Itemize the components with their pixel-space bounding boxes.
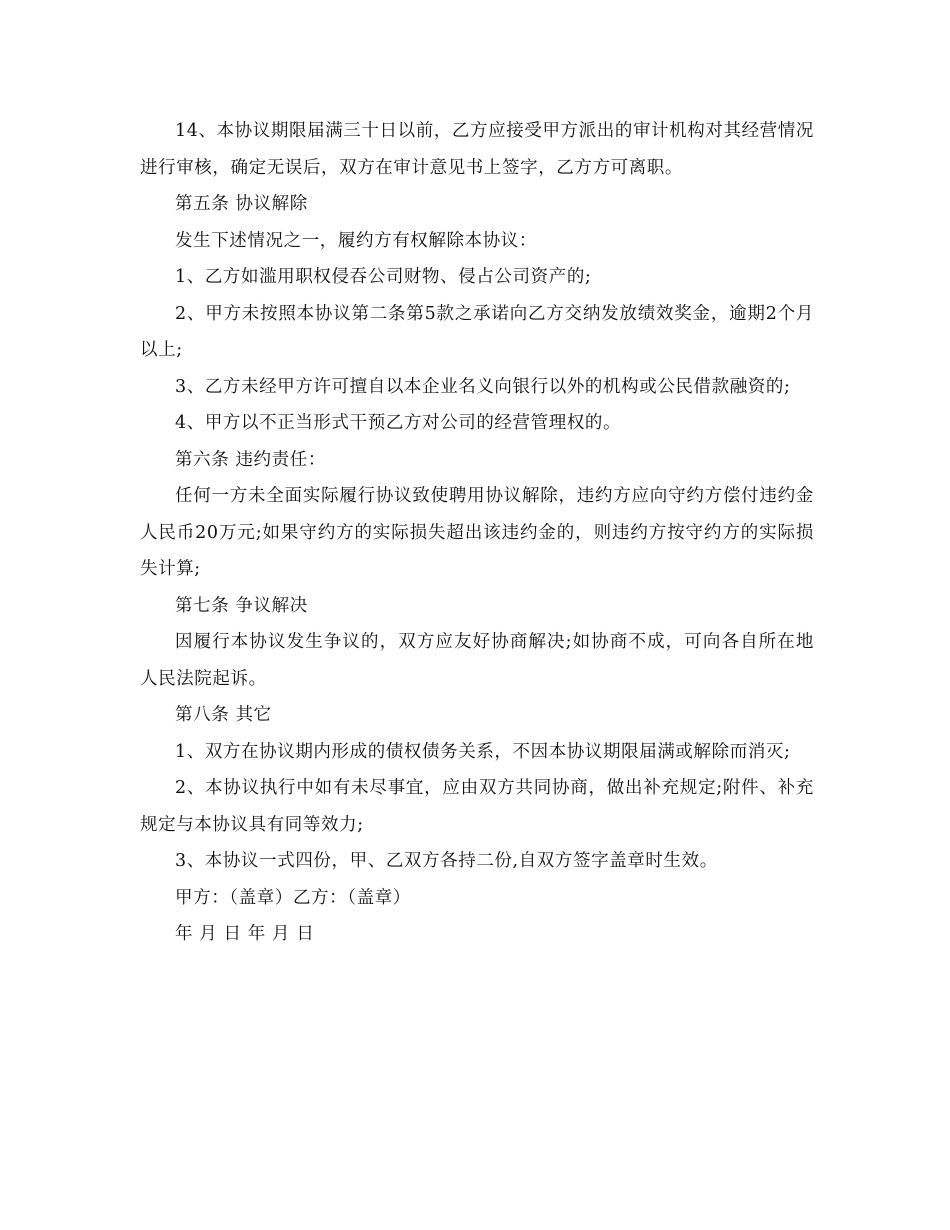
article-8-heading: 第八条 其它 (175, 705, 272, 725)
termination-item-3: 3、乙方未经甲方许可擅自以本企业名义向银行以外的机构或公民借款融资的; (175, 376, 791, 397)
termination-intro: 发生下述情况之一，履约方有权解除本协议： (175, 230, 537, 251)
other-item-1: 1、双方在协议期内形成的债权债务关系，不因本协议期限届满或解除而消灭; (175, 741, 791, 762)
document-body (140, 113, 814, 953)
breach-liability-text: 任何一方未全面实际履行协议致使聘用协议解除，违约方应向守约方偿付违约金人民币20万元;如果守约方的实际损失超出该违约金的，则违约方按守约方的实际损失计算; (140, 486, 814, 579)
termination-item-2: 2、甲方未按照本协议第二条第5款之承诺向乙方交纳发放绩效奖金，逾期2个月以上; (140, 303, 814, 360)
signature-parties-line: 甲方：（盖章）乙方：（盖章） (175, 887, 411, 908)
other-item-3: 3、本协议一式四份，甲、乙双方各持二份,自双方签字盖章时生效。 (175, 851, 718, 871)
other-item-2: 2、本协议执行中如有未尽事宜，应由双方共同协商，做出补充规定;附件、补充规定与本协议具有同等效力; (140, 778, 814, 835)
termination-item-1: 1、乙方如滥用职权侵吞公司财物、侵占公司资产的; (175, 267, 592, 287)
article-6-heading: 第六条 违约责任： (175, 449, 326, 470)
article-7-heading: 第七条 争议解决 (175, 595, 308, 616)
termination-item-4: 4、甲方以不正当形式干预乙方对公司的经营管理权的。 (175, 413, 622, 433)
signature-date-line: 年 月 日 年 月 日 (175, 924, 315, 944)
dispute-resolution-text: 因履行本协议发生争议的，双方应友好协商解决;如协商不成，可向各自所在地人民法院起诉。 (140, 632, 814, 689)
clause-14-audit: 14、本协议期限届满三十日以前，乙方应接受甲方派出的审计机构对其经营情况进行审核，确定无误后，双方在审计意见书上签字，乙方方可离职。 (140, 121, 814, 178)
article-5-heading: 第五条 协议解除 (175, 194, 308, 214)
